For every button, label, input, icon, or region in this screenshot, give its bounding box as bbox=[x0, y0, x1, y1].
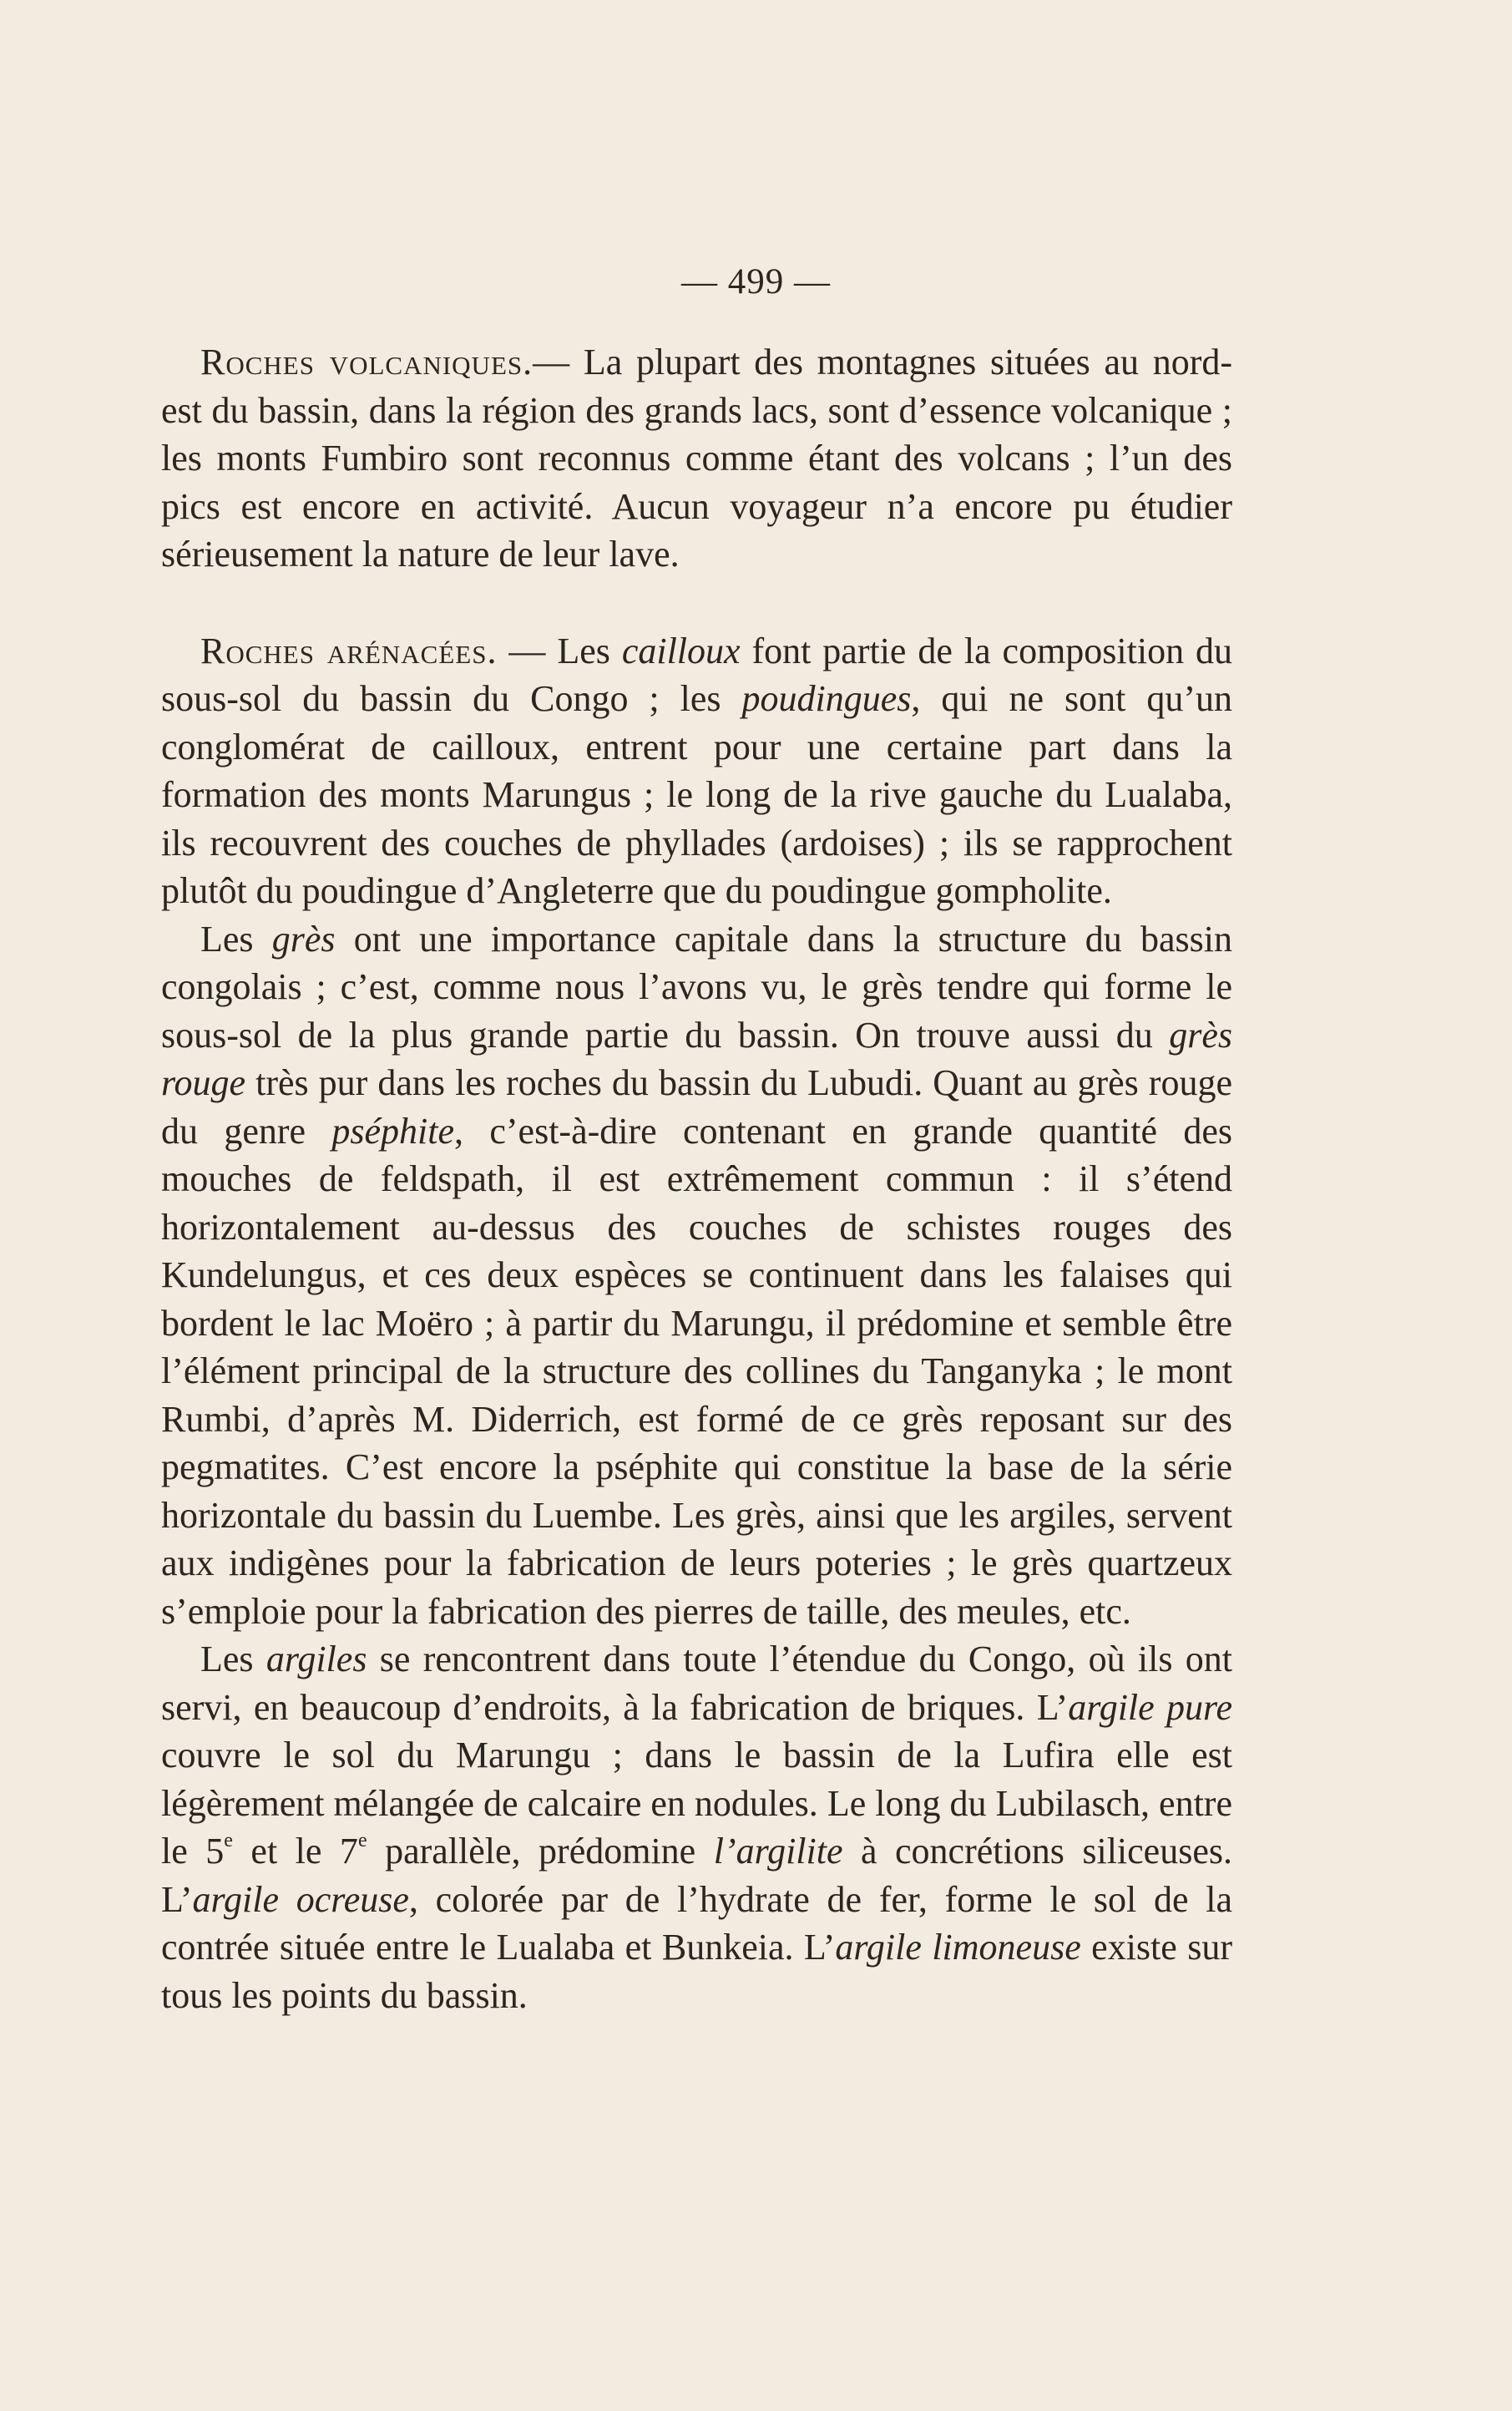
term-argiles: argiles bbox=[265, 1639, 367, 1679]
term-argile-ocreuse: argile ocreuse bbox=[192, 1878, 409, 1920]
page-number: — 499 — bbox=[681, 262, 831, 301]
text-run: couvre le sol du Marungu ; dans le bassin de la Lufira elle est légèrement mélangée de calcaire en nodules. Le long du Lubilasch, entre le 5 bbox=[161, 1735, 1232, 1872]
superscript: e bbox=[224, 1830, 233, 1852]
term-argile-limoneuse: argile limoneuse bbox=[835, 1927, 1081, 1968]
text-run: L’ bbox=[803, 1927, 836, 1968]
heading-separator: — bbox=[533, 342, 584, 382]
paragraph-roches-volcaniques bbox=[161, 338, 1232, 579]
text-run: Les bbox=[200, 1639, 266, 1679]
text-run: , c’est-à-dire contenant en grande quantité des mouches de feldspath, il est extrêmement commun : il s’étend horizontalement au-dessus des couches de schistes rouges des Kundelungus, et ces deux espèces se continuent dans les falaises qui bordent le lac Moëro ; à partir du Marungu, il prédomine et semble être l’élément principal de la structure des collines du Tanganyka ; le mont Rumbi, d’après M. Diderrich, est formé de ce grès reposant sur des pegmatites. C’est encore la pséphite qui constitue la base de la série horizontale du bassin du Luembe. Les grès, ainsi que les argiles, servent aux indigènes pour la fabrication de leurs poteries ; le grès quartzeux s’emploie pour la fabrication des pierres de taille, des meules, etc. bbox=[161, 1110, 1232, 1632]
text-run: , qui ne sont qu’un conglomérat de cailloux, entrent pour une certaine part dans la formation des monts Marungus ; le long de la rive gauche du Lualaba, ils recouvrent des couches de phyllades (ardoises) ; ils se rapprochent plutôt du poudingue d’Angleterre que du poudingue gompholite. bbox=[161, 678, 1232, 911]
section-heading-volcaniques: Roches volcaniques. bbox=[200, 342, 533, 382]
term-gres: grès bbox=[271, 918, 336, 960]
superscript: e bbox=[357, 1830, 367, 1852]
text-run: ont une importance capitale dans la structure du bassin congolais ; c’est, comme nous l’avons vu, le grès tendre qui forme le sous-sol de la plus grande partie du bassin. On trouve aussi du bbox=[161, 918, 1232, 1056]
text-run: très pur dans les roches du bassin du Lubudi. Quant au grès rouge du genre bbox=[161, 1062, 1232, 1152]
text-run: se rencontrent dans toute l’étendue du Congo, où ils ont servi, en beaucoup d’endroits, à la fabrication de briques. bbox=[161, 1639, 1232, 1728]
text-run: Les bbox=[557, 630, 622, 671]
text-run: existe sur tous les points du bassin. bbox=[161, 1927, 1233, 2016]
text-run: Les bbox=[200, 918, 272, 960]
text-run: parallèle, prédomine bbox=[367, 1831, 714, 1872]
body-text bbox=[161, 338, 1232, 2019]
paragraph-gres bbox=[161, 915, 1232, 1636]
paragraph-cailloux bbox=[161, 627, 1232, 915]
text-run: à concrétions siliceuses. bbox=[842, 1831, 1232, 1872]
term-poudingues: poudingues bbox=[741, 678, 912, 719]
term-psephite: pséphite bbox=[331, 1110, 455, 1152]
paragraph-argiles bbox=[161, 1635, 1232, 2019]
term-gres-rouge: grès rouge bbox=[161, 1014, 1232, 1103]
text-run: L’ bbox=[1036, 1686, 1069, 1728]
section-heading-arenacees: Roches arénacées. bbox=[200, 630, 498, 671]
text-run: font partie de la composition du sous-sol du bassin du Congo ; les bbox=[161, 630, 1233, 719]
text-run: et le 7 bbox=[232, 1831, 358, 1872]
term-argilite: l’argilite bbox=[713, 1831, 843, 1872]
text-run: , colorée par de l’hydrate de fer, forme le sol de la contrée située entre le Lualaba et Bunkeia. bbox=[161, 1878, 1232, 1968]
term-cailloux: cailloux bbox=[621, 630, 741, 671]
paragraph-text: La plupart des montagnes situées au nord-est du bassin, dans la région des grands lacs, sont d’essence volcanique ; les monts Fumbiro sont reconnus comme étant des volcans ; l’un des pics est encore en activité. Aucun voyageur n’a encore pu étudier sérieusement la nature de leur lave. bbox=[161, 342, 1232, 575]
heading-separator: — bbox=[497, 630, 558, 671]
term-argile-pure: argile pure bbox=[1068, 1686, 1232, 1728]
text-run: L’ bbox=[161, 1878, 193, 1920]
